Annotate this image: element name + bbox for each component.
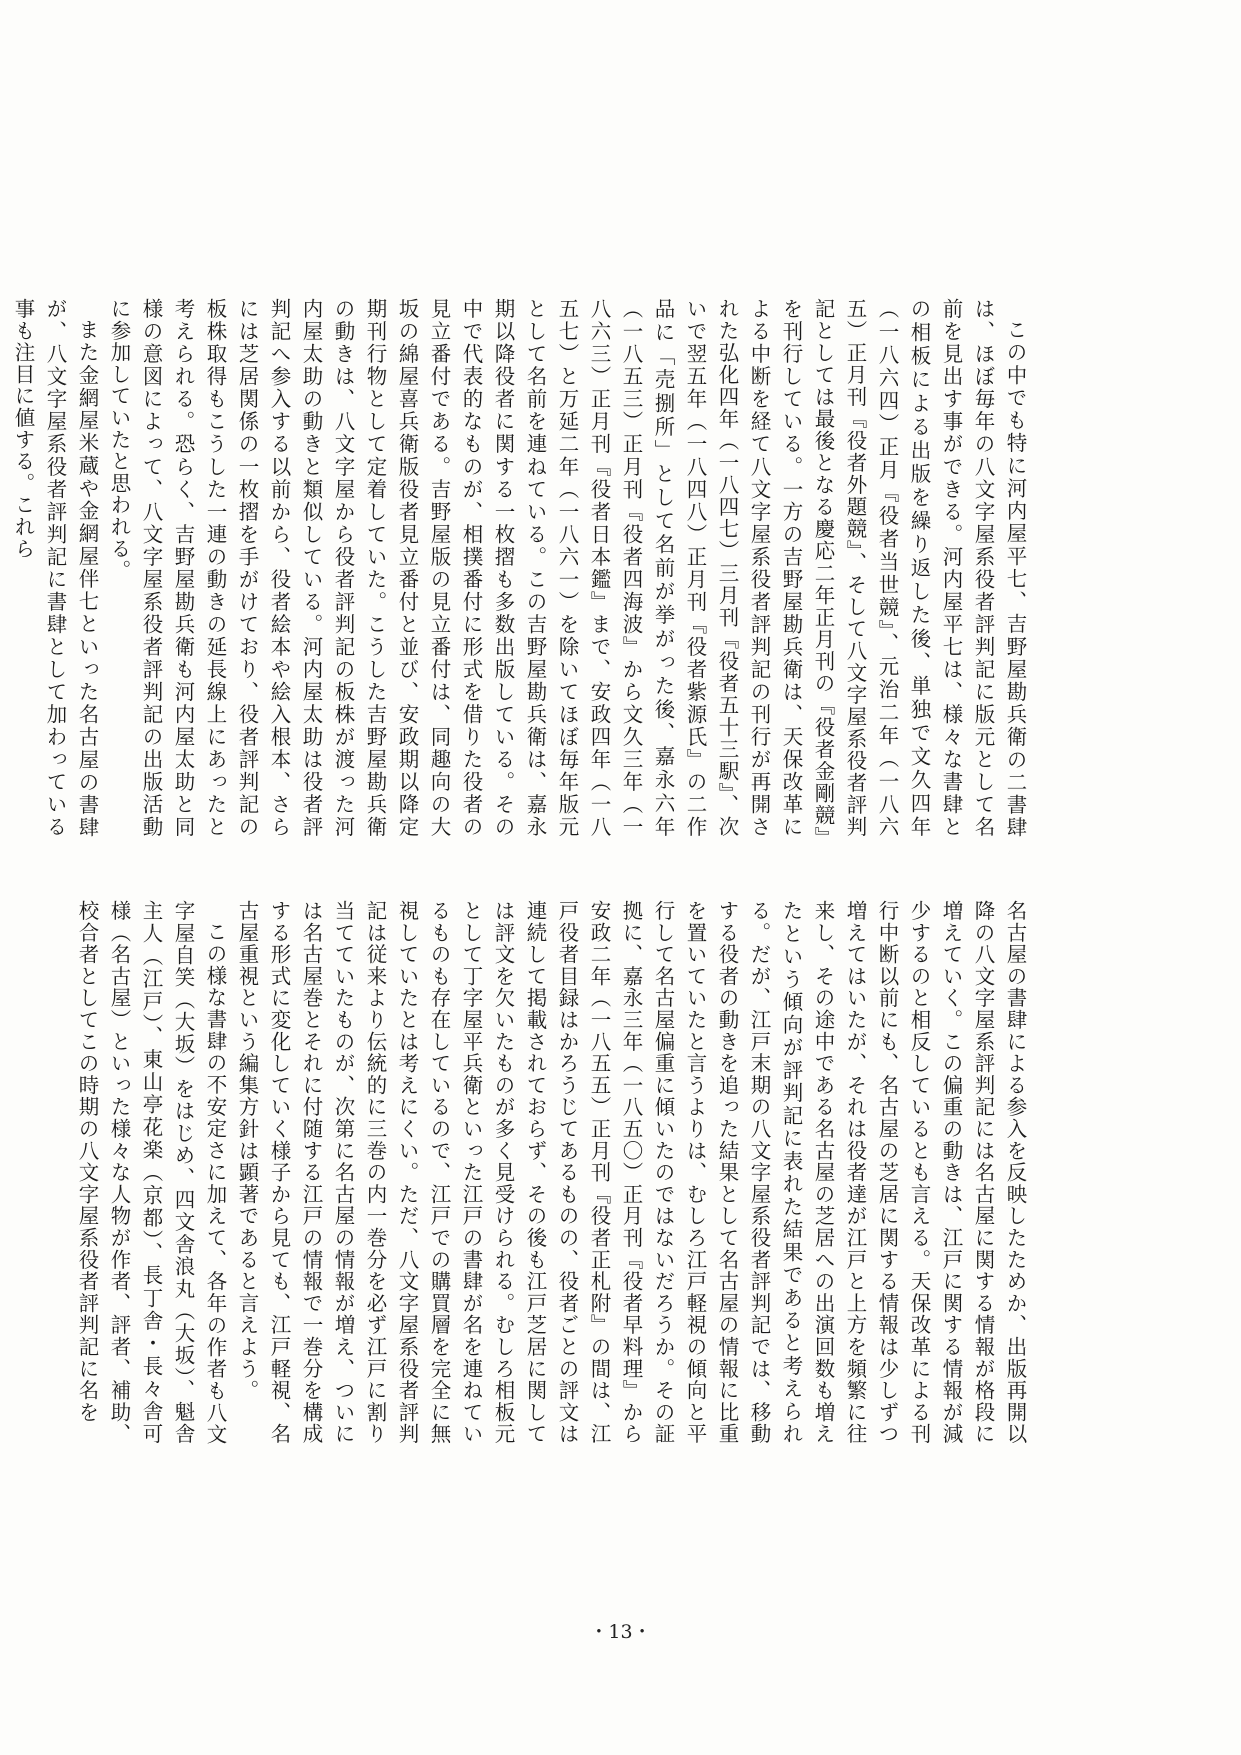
paragraph: この様な書肆の不安定さに加えて、各年の作者も八文字屋自笑（大坂）をはじめ、四文舎浪丸（大坂）、魁舎主人（江戸）、東山亭花楽（京都）、長丁舎・長々舎可様（名古屋）といった様々な人物が作者、評者、補助、校合者としてこの時期の八文字屋系役者評判記に名を — [75, 900, 227, 1445]
page-number: ・13・ — [589, 1621, 652, 1643]
lower-text-block — [75, 900, 1031, 1445]
paragraph: 名古屋の書肆による参入を反映したためか、出版再開以降の八文字屋系評判記には名古屋に関する情報が格段に増えていく。この偏重の動きは、江戸に関する情報が減少するのと相反しているとも言える。天保改革による刊行中断以前にも、名古屋の芝居に関する情報は少しずつ増えてはいたが、それは役者達が江戸と上方を頻繁に往来し、その途中である名古屋の芝居への出演回数も増えたという傾向が評判記に表れた結果であると考えられる。だが、江戸末期の八文字屋系役者評判記では、移動する役者の動きを追った結果として名古屋の情報に比重を置いていたと言うよりは、むしろ江戸軽視の傾向と平行して名古屋偏重に傾いたのではないだろうか。その証拠に、嘉永三年（一八五〇）正月刊『役者早料理』から安政二年（一八五五）正月刊『役者正札附』の間は、江戸役者目録はかろうじてあるものの、役者ごとの評文は連続して掲載されておらず、その後も江戸芝居に関しては評文を欠いたものが多く見受けられる。むしろ相板元として丁字屋平兵衛といった江戸の書肆が名を連ねているものも存在しているので、江戸での購買層を完全に無視していたとは考えにくい。ただ、八文字屋系役者評判記は従来より伝統的に三巻の内一巻分を必ず江戸に割り当てていたものが、次第に名古屋の情報が増え、ついには名古屋巻とそれに付随する江戸の情報で一巻分を構成する形式に変化していく様子から見ても、江戸軽視、名古屋重視という編集方針は顕著であると言えよう。 — [235, 900, 1027, 1445]
paragraph: また金網屋米蔵や金網屋伴七といった名古屋の書肆が、八文字屋系役者評判記に書肆として加わっている事も注目に値する。これら — [11, 298, 99, 838]
paragraph: この中でも特に河内屋平七、吉野屋勘兵衛の二書肆は、ほぼ毎年の八文字屋系役者評判記に版元として名前を見出す事ができる。河内屋平七は、様々な書肆との相板による出版を繰り返した後、単独で文久四年（一八六四）正月『役者当世競』、元治二年（一八六五）正月刊『役者外題競』、そして八文字屋系役者評判記としては最後となる慶応二年正月刊の『役者金剛競』を刊行している。一方の吉野屋勘兵衛は、天保改革による中断を経て八文字屋系役者評判記の刊行が再開された弘化四年（一八四七）三月刊『役者五十三駅』、次いで翌五年（一八四八）正月刊『役者紫源氏』の二作品に「売捌所」として名前が挙がった後、嘉永六年（一八五三）正月刊『役者四海波』から文久三年（一八六三）正月刊『役者日本鑑』まで、安政四年（一八五七）と万延二年（一八六一）を除いてほぼ毎年版元として名前を連ねている。この吉野屋勘兵衛は、嘉永期以降役者に関する一枚摺も多数出版している。その中で代表的なものが、相撲番付に形式を借りた役者の見立番付である。吉野屋版の見立番付は、同趣向の大坂の綿屋喜兵衛版役者見立番付と並び、安政期以降定期刊行物として定着していた。こうした吉野屋勘兵衛の動きは、八文字屋から役者評判記の板株が渡った河内屋太助の動きと類似している。河内屋太助は役者評判記へ参入する以前から、役者絵本や絵入根本、さらには芝居関係の一枚摺を手がけており、役者評判記の板株取得もこうした一連の動きの延長線上にあったと考えられる。恐らく、吉野屋勘兵衛も河内屋太助と同様の意図によって、八文字屋系役者評判記の出版活動に参加していたと思われる。 — [107, 298, 1027, 838]
upper-text-block — [11, 298, 1031, 838]
